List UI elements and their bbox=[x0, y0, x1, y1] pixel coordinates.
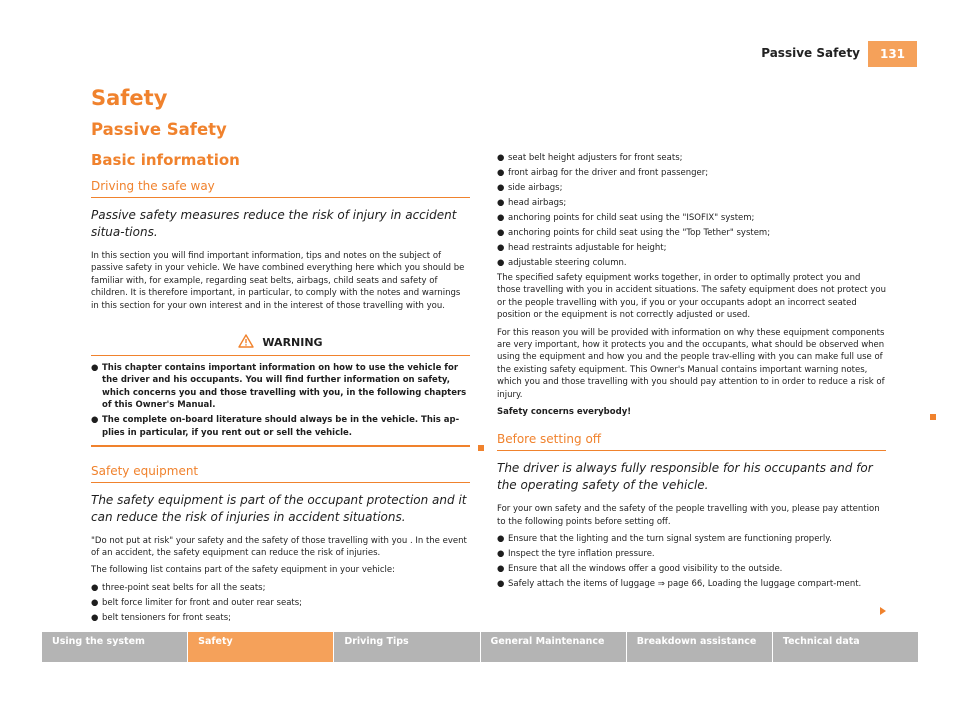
heading-safety-equipment: Safety equipment bbox=[91, 463, 470, 483]
warning-triangle-icon bbox=[238, 333, 254, 352]
warning-box bbox=[91, 333, 470, 447]
list-item bbox=[497, 257, 886, 269]
bullet-icon: ● bbox=[497, 168, 505, 178]
warning-item-text: This chapter contains important information on how to use the vehicle for the driver and his occupants. You will find further information on safety, which concerns you and those travelling with you, in the following chapters of this Owner's Manual. bbox=[102, 363, 467, 411]
bullet-icon: ● bbox=[497, 153, 505, 163]
list-item-text: anchoring points for child seat using the "ISOFIX" system; bbox=[508, 213, 755, 223]
bullet-icon: ● bbox=[497, 549, 505, 560]
bullet-icon: ● bbox=[91, 363, 99, 374]
para-equipment-info: For this reason you will be provided with information on why these equipment components are very important, how it protects you and the occupants, what should be observed when using the equipment and how you and the people trav-elling with you can make full use of the existing safety equipment. This Owner's Manual contains important warning notes, which you and those travelling with you should pay attention to in order to reduce a risk of injury. bbox=[497, 327, 885, 400]
nav-tab-breakdown-assistance[interactable]: Breakdown assistance bbox=[627, 632, 772, 662]
heading-before-setting-off: Before setting off bbox=[497, 431, 886, 451]
warning-list bbox=[91, 362, 470, 439]
warning-item bbox=[91, 414, 470, 439]
bullet-icon: ● bbox=[497, 564, 505, 575]
chapter-nav-bar bbox=[42, 632, 918, 662]
nav-tab-driving-tips[interactable]: Driving Tips bbox=[334, 632, 479, 662]
list-item-text: side airbags; bbox=[508, 183, 563, 193]
list-item bbox=[497, 212, 886, 224]
list-item bbox=[497, 197, 886, 209]
safety-concerns-everybody: Safety concerns everybody! bbox=[497, 407, 632, 418]
para-before-setting-off: For your own safety and the safety of the people travelling with you, please pay attention to the following points before setting off. bbox=[497, 504, 880, 527]
warning-header bbox=[91, 333, 470, 356]
bullet-icon: ● bbox=[91, 415, 99, 426]
list-item bbox=[497, 533, 886, 545]
para-safety-equipment-2: The following list contains part of the safety equipment in your vehicle: bbox=[91, 565, 395, 576]
section-title: Passive Safety bbox=[91, 120, 227, 139]
page-number: 131 bbox=[868, 41, 917, 67]
list-item bbox=[91, 612, 470, 624]
bullet-icon: ● bbox=[497, 228, 505, 238]
lead-safety-equipment: The safety equipment is part of the occupant protection and it can reduce the risk of injuries in accident situations. bbox=[91, 492, 467, 524]
list-item bbox=[497, 563, 886, 575]
bullet-icon: ● bbox=[497, 213, 505, 223]
bullet-icon: ● bbox=[497, 258, 505, 268]
list-item bbox=[497, 578, 886, 590]
list-item bbox=[497, 227, 886, 239]
heading-driving-safe-way: Driving the safe way bbox=[91, 178, 470, 198]
arrow-right-icon bbox=[880, 607, 886, 615]
para-safety-equipment-1: "Do not put at risk" your safety and the safety of those travelling with you . In the event of an accident, the safety equipment can reduce the risk of injuries. bbox=[91, 535, 467, 559]
safety-equipment-list-right bbox=[497, 152, 886, 269]
warning-title: WARNING bbox=[262, 336, 323, 350]
nav-tab-using-the-system[interactable]: Using the system bbox=[42, 632, 187, 662]
bullet-icon: ● bbox=[91, 582, 99, 593]
before-setting-off-list bbox=[497, 533, 886, 590]
warning-item bbox=[91, 362, 470, 412]
list-item bbox=[497, 548, 886, 560]
lead-before-setting-off: The driver is always fully responsible for his occupants and for the operating safety of the vehicle. bbox=[497, 461, 873, 493]
list-item-text: head airbags; bbox=[508, 198, 567, 208]
right-column bbox=[497, 152, 886, 593]
list-item-text: Ensure that all the windows offer a good visibility to the outside. bbox=[508, 564, 783, 575]
list-item-text: Ensure that the lighting and the turn signal system are functioning properly. bbox=[508, 534, 832, 545]
list-item-text: Safely attach the items of luggage ⇒ page 66, Loading the luggage compart-ment. bbox=[508, 579, 862, 590]
list-item-text: seat belt height adjusters for front seats; bbox=[508, 153, 683, 163]
nav-tab-technical-data[interactable]: Technical data bbox=[773, 632, 918, 662]
list-item-text: anchoring points for child seat using the "Top Tether" system; bbox=[508, 228, 771, 238]
lead-driving-safe-way: Passive safety measures reduce the risk of injury in accident situa-tions. bbox=[91, 208, 457, 239]
bullet-icon: ● bbox=[497, 243, 505, 253]
safety-equipment-list-left bbox=[91, 582, 470, 624]
warning-item-text: The complete on-board literature should always be in the vehicle. This ap-plies in particular, if you rent out or sell the vehicle. bbox=[102, 415, 460, 438]
list-item bbox=[497, 242, 886, 254]
bullet-icon: ● bbox=[497, 198, 505, 208]
subsection-title: Basic information bbox=[91, 151, 240, 169]
nav-tab-safety[interactable]: Safety bbox=[188, 632, 333, 662]
list-item-text: Inspect the tyre inflation pressure. bbox=[508, 549, 655, 560]
nav-tab-general-maintenance[interactable]: General Maintenance bbox=[481, 632, 626, 662]
bullet-icon: ● bbox=[497, 534, 505, 545]
list-item bbox=[91, 582, 470, 594]
bullet-icon: ● bbox=[91, 612, 99, 623]
running-title: Passive Safety bbox=[761, 46, 860, 60]
para-equipment-works: The specified safety equipment works together, in order to optimally protect you and those travelling with you in accident situations. The safety equipment does not protect you or the people travelling with you, if you or your occupants adopt an incorrect seated position or the equipment is not correctly adjusted or used. bbox=[497, 273, 886, 321]
list-item-text: belt force limiter for front and outer rear seats; bbox=[102, 597, 303, 608]
list-item-text: head restraints adjustable for height; bbox=[508, 243, 667, 253]
bullet-icon: ● bbox=[497, 183, 505, 193]
list-item-text: three-point seat belts for all the seats; bbox=[102, 582, 266, 593]
square-end-mark-icon bbox=[478, 445, 484, 451]
list-item bbox=[497, 167, 886, 179]
left-column bbox=[91, 86, 470, 627]
list-item-text: belt tensioners for front seats; bbox=[102, 612, 232, 623]
list-item bbox=[497, 152, 886, 164]
para-driving-safe-way: In this section you will find important information, tips and notes on the subject of passive safety in your vehicle. We have combined everything here which you should be familiar with, for example, regarding seat belts, airbags, child seats and safety of children. It is therefore important, in particular, to comply with the notes and warnings in this section for your own interest and in the interest of those travelling with you. bbox=[91, 251, 465, 311]
bullet-icon: ● bbox=[497, 579, 505, 590]
list-item-text: adjustable steering column. bbox=[508, 258, 627, 268]
list-item bbox=[497, 182, 886, 194]
list-item bbox=[91, 597, 470, 609]
chapter-title: Safety bbox=[91, 86, 168, 110]
bullet-icon: ● bbox=[91, 597, 99, 608]
list-item-text: front airbag for the driver and front passenger; bbox=[508, 168, 709, 178]
square-end-mark-icon bbox=[930, 414, 936, 420]
